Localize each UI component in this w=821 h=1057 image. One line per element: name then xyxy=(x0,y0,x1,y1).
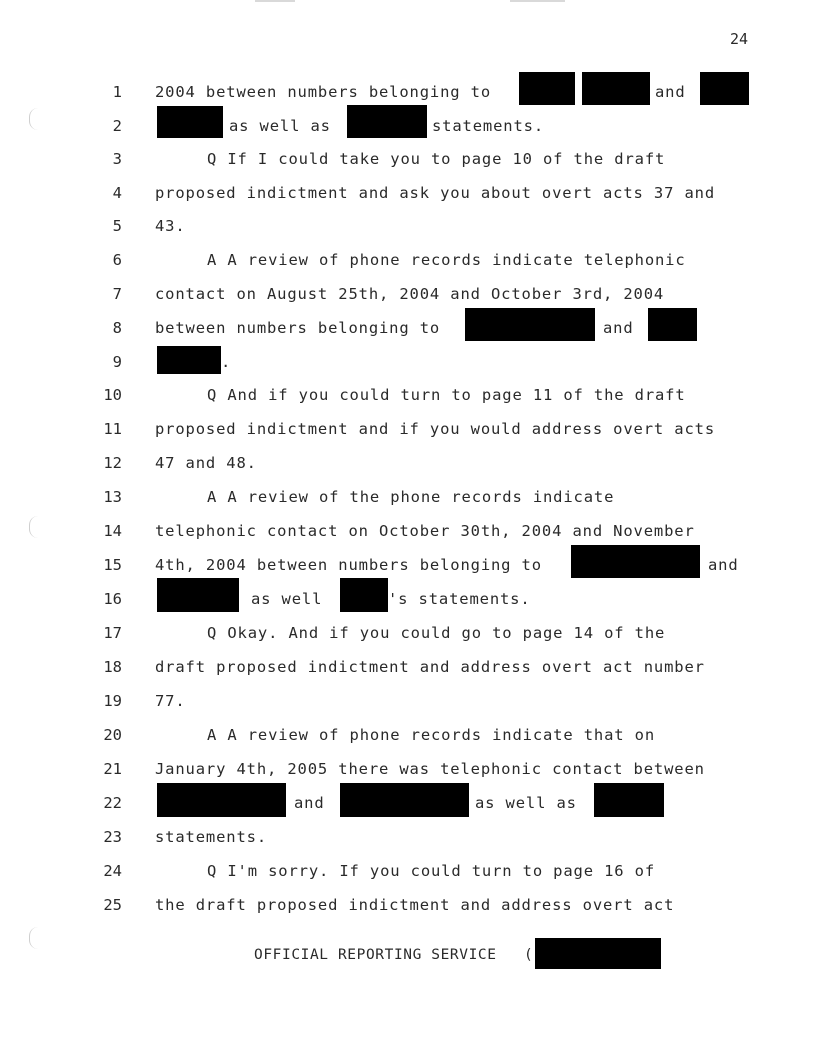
transcript-line: contact on August 25th, 2004 and October 3rd, 2004 xyxy=(155,285,665,303)
transcript-line-fragment: . xyxy=(221,353,232,371)
transcript-line: proposed indictment and ask you about overt acts 37 and xyxy=(155,184,715,202)
line-number: 8 xyxy=(112,319,122,337)
transcript-line: between numbers belonging to xyxy=(155,319,441,337)
line-number: 6 xyxy=(112,251,122,269)
line-number: 24 xyxy=(103,862,122,880)
transcript-line: 4th, 2004 between numbers belonging to xyxy=(155,556,542,574)
footer-label: OFFICIAL REPORTING SERVICE xyxy=(254,947,497,963)
line-number: 10 xyxy=(103,386,122,404)
redaction-box xyxy=(648,308,697,341)
transcript-line: Q And if you could turn to page 11 of the draft xyxy=(207,386,686,404)
transcript-line: January 4th, 2005 there was telephonic contact between xyxy=(155,760,705,778)
redaction-box xyxy=(340,578,388,612)
line-number: 25 xyxy=(103,896,122,914)
line-number: 23 xyxy=(103,828,122,846)
redaction-box xyxy=(700,72,749,105)
line-number: 1 xyxy=(112,83,122,101)
transcript-line-fragment: as well as xyxy=(475,794,577,812)
redaction-box xyxy=(157,578,239,612)
binder-hole-mark xyxy=(29,108,38,130)
transcript-line: A A review of phone records indicate telephonic xyxy=(207,251,686,269)
transcript-line: the draft proposed indictment and address overt act xyxy=(155,896,675,914)
redaction-box xyxy=(582,72,650,105)
line-number: 3 xyxy=(112,150,122,168)
line-number: 18 xyxy=(103,658,122,676)
line-number: 7 xyxy=(112,285,122,303)
transcript-line-fragment: and xyxy=(294,794,325,812)
transcript-line: 2004 between numbers belonging to xyxy=(155,83,491,101)
transcript-line: Q If I could take you to page 10 of the draft xyxy=(207,150,666,168)
line-number: 20 xyxy=(103,726,122,744)
line-number: 19 xyxy=(103,692,122,710)
redaction-box xyxy=(157,346,221,374)
transcript-line-fragment: as well xyxy=(251,590,323,608)
line-number: 13 xyxy=(103,488,122,506)
redaction-box xyxy=(340,783,469,817)
transcript-line-fragment: statements. xyxy=(432,117,544,135)
transcript-line: A A review of phone records indicate that on xyxy=(207,726,655,744)
line-number: 5 xyxy=(112,217,122,235)
transcript-line-fragment: and xyxy=(603,319,634,337)
page-number: 24 xyxy=(729,30,748,48)
footer-paren: ( xyxy=(524,947,534,963)
transcript-line: 47 and 48. xyxy=(155,454,257,472)
transcript-line: 77. xyxy=(155,692,186,710)
redaction-box xyxy=(519,72,575,105)
transcript-line: telephonic contact on October 30th, 2004 and November xyxy=(155,522,695,540)
scan-mark xyxy=(255,0,295,2)
line-number: 21 xyxy=(103,760,122,778)
line-number: 4 xyxy=(112,184,122,202)
transcript-line: proposed indictment and if you would address overt acts xyxy=(155,420,715,438)
transcript-line-fragment: as well as xyxy=(229,117,331,135)
line-number: 22 xyxy=(103,794,122,812)
line-number: 12 xyxy=(103,454,122,472)
line-number: 2 xyxy=(112,117,122,135)
line-number: 9 xyxy=(112,353,122,371)
transcript-line: A A review of the phone records indicate xyxy=(207,488,615,506)
line-number: 11 xyxy=(103,420,122,438)
transcript-line-fragment: 's statements. xyxy=(388,590,531,608)
transcript-line: Q I'm sorry. If you could turn to page 16 of xyxy=(207,862,655,880)
line-number: 17 xyxy=(103,624,122,642)
binder-hole-mark xyxy=(29,516,38,538)
transcript-line: 43. xyxy=(155,217,186,235)
binder-hole-mark xyxy=(29,927,38,949)
redaction-box xyxy=(347,105,427,138)
redaction-box xyxy=(535,938,661,969)
transcript-line: statements. xyxy=(155,828,267,846)
redaction-box xyxy=(157,106,223,138)
transcript-line: Q Okay. And if you could go to page 14 of the xyxy=(207,624,666,642)
line-number: 14 xyxy=(103,522,122,540)
redaction-box xyxy=(157,783,286,817)
redaction-box xyxy=(465,308,595,341)
transcript-line-fragment: and xyxy=(655,83,686,101)
transcript-line-fragment: and xyxy=(708,556,739,574)
redaction-box xyxy=(594,783,664,817)
line-number: 16 xyxy=(103,590,122,608)
transcript-line: draft proposed indictment and address overt act number xyxy=(155,658,705,676)
redaction-box xyxy=(571,545,700,578)
scan-mark xyxy=(510,0,565,2)
line-number: 15 xyxy=(103,556,122,574)
